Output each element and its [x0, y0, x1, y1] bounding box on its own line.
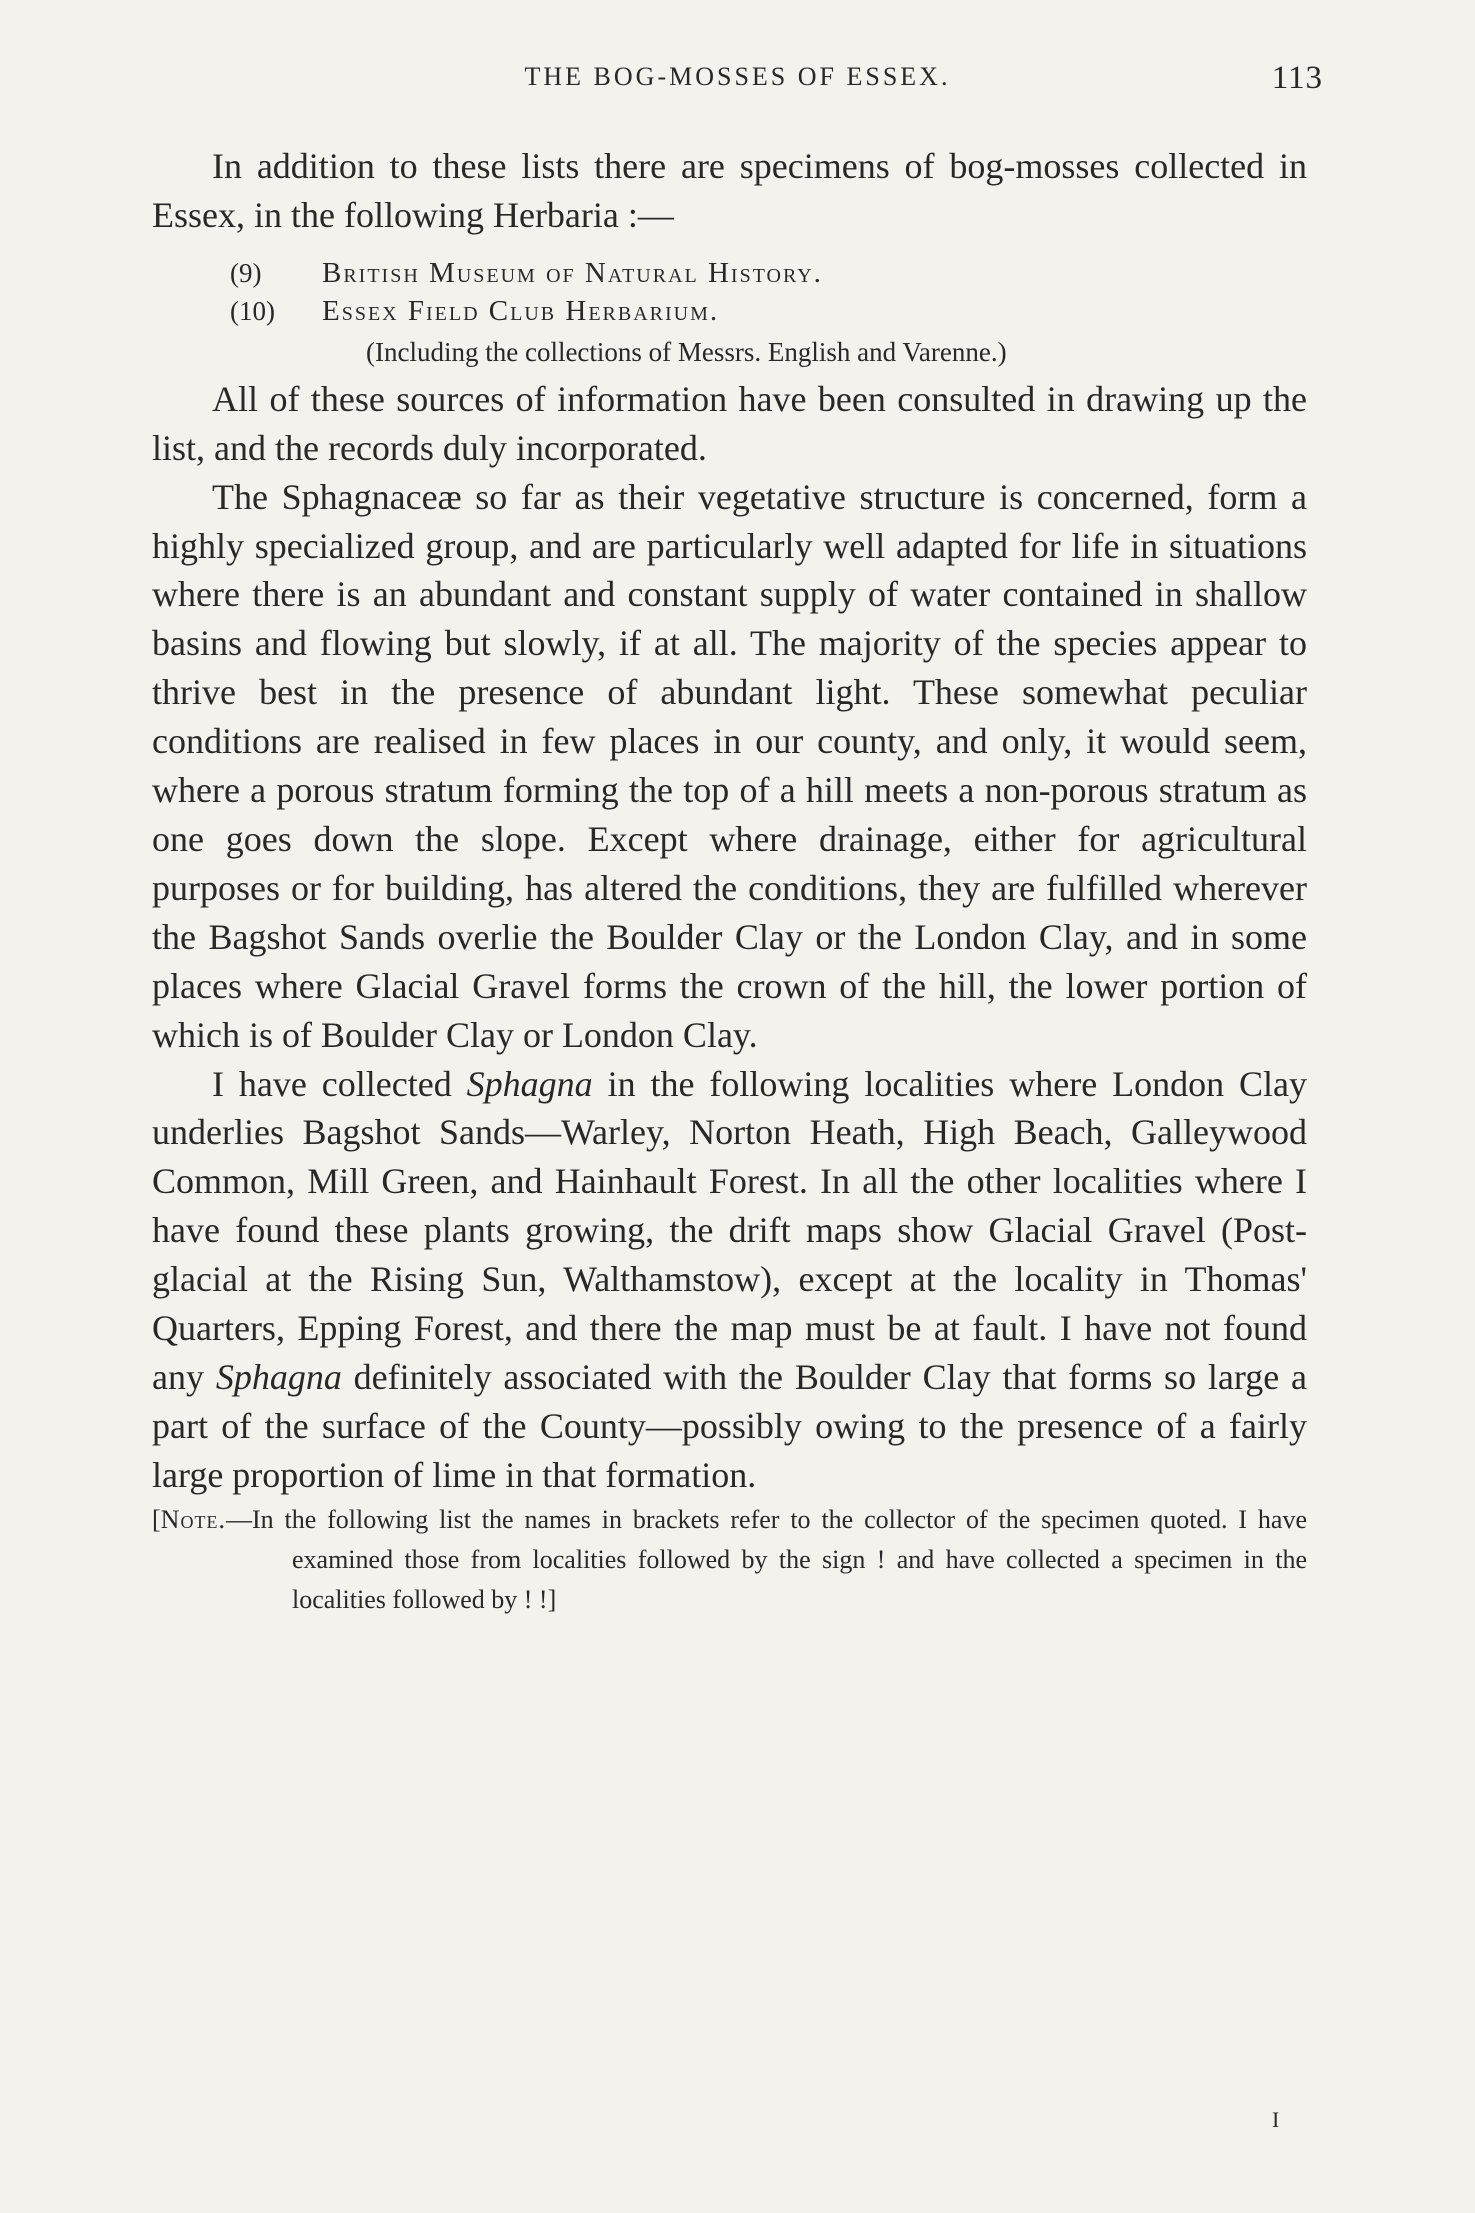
herbarium-item [152, 254, 1307, 292]
localities-text: in the following localities where London Clay underlies Bagshot Sands—Warley, Norton Heath, High Beach, Galleywood Common, Mill Green, and Hainhault Forest. In all the other localities where I have found these plants growing, the drift maps show Glacial Gravel (Post-glacial at the Rising Sun, Walthamstow), except at the locality in Thomas' Quarters, Epping Forest, and there the map must be at fault. I have not found any [152, 1063, 1308, 1397]
page-number: 113 [1271, 60, 1323, 96]
localities-text: definitely associated with the Boulder Clay that forms so large a part of the surface of the County—possibly owing to the presence of a fairly large proportion of lime in that formation. [152, 1356, 1307, 1495]
localities-italic: Sphagna [466, 1063, 593, 1104]
herbarium-name: British Museum of Natural History. [322, 256, 823, 289]
structure-paragraph: The Sphagnaceæ so far as their vegetative structure is concerned, form a highly specialized group, and are particularly well adapted for life in situations where there is an abundant and constant supply of water contained in shallow basins and flowing but slowly, if at all. The majority of the species appear to thrive best in the presence of abundant light. These somewhat peculiar conditions are realised in few places in our county, and only, it would seem, where a porous stratum forming the top of a hill meets a non-porous stratum as one goes down the slope. Except where drainage, either for agricultural purposes or for building, has altered the conditions, they are fulfilled wherever the Bagshot Sands overlie the Boulder Clay or the London Clay, and in some places where Glacial Gravel forms the crown of the hill, the lower portion of which is of Boulder Clay or London Clay. [152, 476, 1307, 1055]
running-title: THE BOG-MOSSES OF ESSEX. [524, 62, 951, 91]
signature-mark: I [1272, 2107, 1280, 2132]
localities-italic: Sphagna [215, 1356, 342, 1397]
herbarium-number: (9) [230, 257, 262, 288]
herbaria-note: (Including the collections of Messrs. English and Varenne.) [366, 336, 1007, 367]
note-bracket: [ [152, 1504, 161, 1534]
herbarium-item [152, 292, 1307, 330]
herbarium-number: (10) [230, 295, 275, 326]
note-paragraph [152, 1500, 1307, 1620]
note-text: —In the following list the names in brackets refer to the collector of the specimen quoted. I have examined those from localities followed by the sign ! and have collected a specimen in the localities followed by ! !] [225, 1504, 1307, 1614]
intro-paragraph: In addition to these lists there are specimens of bog-mosses collected in Essex, in the following Herbaria :— [152, 146, 1307, 235]
localities-paragraph [152, 1060, 1307, 1500]
note-label: Note. [160, 1504, 226, 1534]
localities-text: I have collected [212, 1063, 452, 1104]
herbaria-list [152, 254, 1307, 371]
sources-paragraph: All of these sources of information have been consulted in drawing up the list, and the records duly incorporated. [152, 378, 1307, 468]
herbarium-name: Essex Field Club Herbarium. [322, 294, 720, 327]
body-text [152, 142, 1307, 1620]
running-head [152, 62, 1323, 102]
